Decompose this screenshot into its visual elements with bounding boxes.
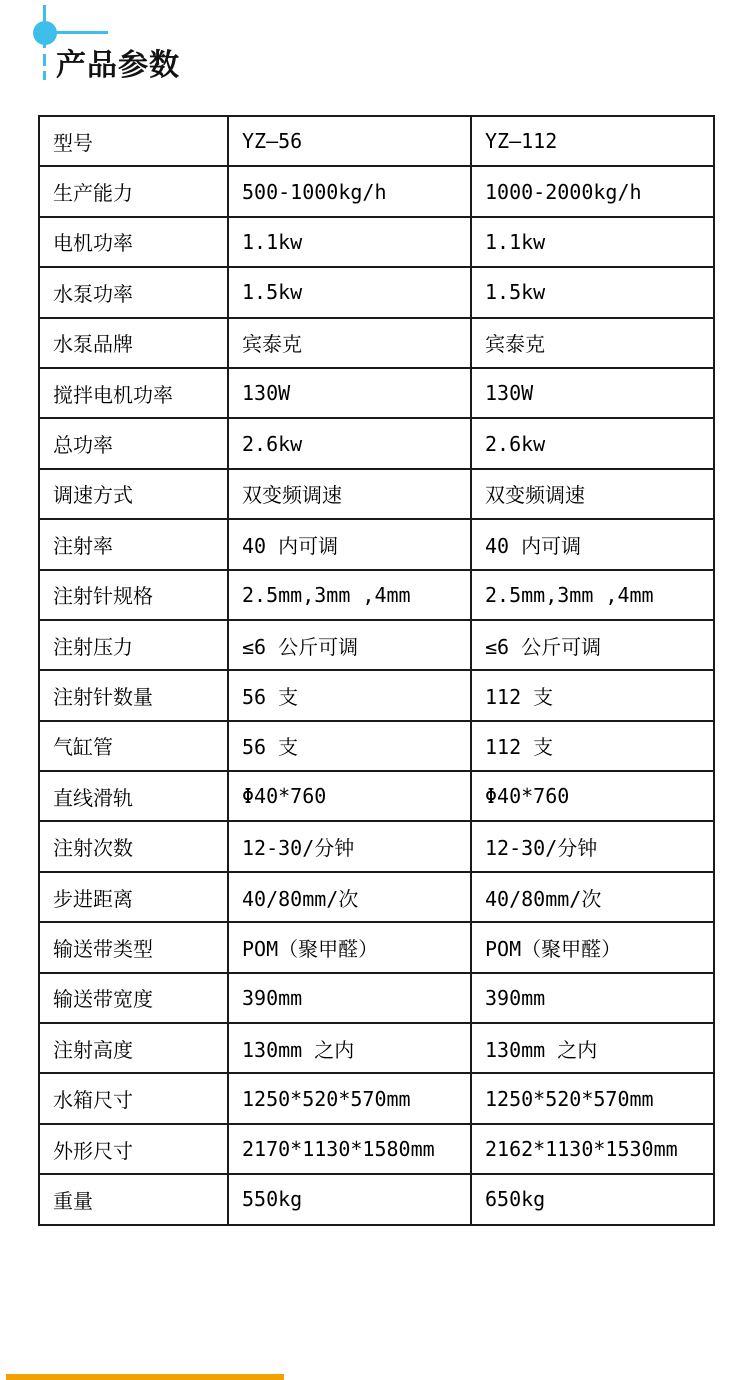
table-row [39, 872, 714, 922]
model-yz56-value-cell: 2170*1130*1580mm [228, 1124, 471, 1174]
model-yz56-value-cell: 2.5mm,3mm ,4mm [228, 570, 471, 620]
model-yz112-value-cell: Φ40*760 [471, 771, 714, 821]
param-label-cell: 注射率 [39, 519, 228, 569]
table-row [39, 771, 714, 821]
model-yz56-value-cell: 56 支 [228, 670, 471, 720]
model-yz112-value-cell: 390mm [471, 973, 714, 1023]
table-row [39, 721, 714, 771]
table-row [39, 1023, 714, 1073]
model-yz112-value-cell: 40 内可调 [471, 519, 714, 569]
model-yz56-value-cell: 12-30/分钟 [228, 821, 471, 871]
model-yz112-value-cell: YZ—112 [471, 116, 714, 166]
model-yz56-value-cell: YZ—56 [228, 116, 471, 166]
model-yz56-value-cell: 130W [228, 368, 471, 418]
section-title: 产品参数 [56, 49, 180, 82]
product-params-table [38, 115, 715, 1226]
model-yz56-value-cell: 550kg [228, 1174, 471, 1224]
model-yz112-value-cell: 2162*1130*1530mm [471, 1124, 714, 1174]
param-label-cell: 水泵品牌 [39, 318, 228, 368]
table-row [39, 267, 714, 317]
param-label-cell: 输送带类型 [39, 922, 228, 972]
param-label-cell: 水箱尺寸 [39, 1073, 228, 1123]
param-label-cell: 外形尺寸 [39, 1124, 228, 1174]
model-yz112-value-cell: 112 支 [471, 721, 714, 771]
model-yz112-value-cell: 1250*520*570mm [471, 1073, 714, 1123]
param-label-cell: 调速方式 [39, 469, 228, 519]
param-label-cell: 步进距离 [39, 872, 228, 922]
table-row [39, 116, 714, 166]
table-row [39, 670, 714, 720]
next-section-accent-bar [6, 1374, 284, 1380]
table-row [39, 469, 714, 519]
table-row [39, 570, 714, 620]
model-yz112-value-cell: 130mm 之内 [471, 1023, 714, 1073]
model-yz112-value-cell: 宾泰克 [471, 318, 714, 368]
model-yz56-value-cell: ≤6 公斤可调 [228, 620, 471, 670]
model-yz112-value-cell: 130W [471, 368, 714, 418]
param-label-cell: 电机功率 [39, 217, 228, 267]
model-yz112-value-cell: 12-30/分钟 [471, 821, 714, 871]
model-yz56-value-cell: 宾泰克 [228, 318, 471, 368]
model-yz56-value-cell: 40 内可调 [228, 519, 471, 569]
accent-dash [43, 71, 46, 80]
model-yz112-value-cell: POM（聚甲醛） [471, 922, 714, 972]
param-label-cell: 气缸管 [39, 721, 228, 771]
model-yz56-value-cell: 1.5kw [228, 267, 471, 317]
model-yz56-value-cell: 1250*520*570mm [228, 1073, 471, 1123]
param-label-cell: 总功率 [39, 418, 228, 468]
param-label-cell: 输送带宽度 [39, 973, 228, 1023]
table-row [39, 368, 714, 418]
model-yz112-value-cell: 双变频调速 [471, 469, 714, 519]
table-row [39, 519, 714, 569]
table-row [39, 166, 714, 216]
param-label-cell: 生产能力 [39, 166, 228, 216]
accent-dot-icon [33, 21, 57, 45]
accent-horizontal-line [55, 31, 108, 34]
table-row [39, 620, 714, 670]
table-row [39, 1073, 714, 1123]
param-label-cell: 注射针数量 [39, 670, 228, 720]
table-row [39, 418, 714, 468]
param-label-cell: 直线滑轨 [39, 771, 228, 821]
model-yz112-value-cell: 2.5mm,3mm ,4mm [471, 570, 714, 620]
model-yz56-value-cell: Φ40*760 [228, 771, 471, 821]
accent-dash [43, 54, 46, 66]
model-yz56-value-cell: 390mm [228, 973, 471, 1023]
model-yz56-value-cell: 40/80mm/次 [228, 872, 471, 922]
model-yz112-value-cell: ≤6 公斤可调 [471, 620, 714, 670]
model-yz112-value-cell: 650kg [471, 1174, 714, 1224]
model-yz112-value-cell: 1000-2000kg/h [471, 166, 714, 216]
param-label-cell: 注射次数 [39, 821, 228, 871]
table-row [39, 1124, 714, 1174]
model-yz56-value-cell: 1.1kw [228, 217, 471, 267]
table-row [39, 821, 714, 871]
table-row [39, 318, 714, 368]
param-label-cell: 注射高度 [39, 1023, 228, 1073]
model-yz56-value-cell: 500-1000kg/h [228, 166, 471, 216]
params-table-body [39, 116, 714, 1225]
model-yz56-value-cell: POM（聚甲醛） [228, 922, 471, 972]
model-yz56-value-cell: 2.6kw [228, 418, 471, 468]
model-yz112-value-cell: 1.5kw [471, 267, 714, 317]
model-yz56-value-cell: 双变频调速 [228, 469, 471, 519]
param-label-cell: 重量 [39, 1174, 228, 1224]
table-row [39, 217, 714, 267]
table-row [39, 1174, 714, 1224]
model-yz112-value-cell: 40/80mm/次 [471, 872, 714, 922]
model-yz112-value-cell: 112 支 [471, 670, 714, 720]
model-yz56-value-cell: 130mm 之内 [228, 1023, 471, 1073]
model-yz56-value-cell: 56 支 [228, 721, 471, 771]
param-label-cell: 型号 [39, 116, 228, 166]
param-label-cell: 注射针规格 [39, 570, 228, 620]
model-yz112-value-cell: 1.1kw [471, 217, 714, 267]
param-label-cell: 水泵功率 [39, 267, 228, 317]
param-label-cell: 注射压力 [39, 620, 228, 670]
param-label-cell: 搅拌电机功率 [39, 368, 228, 418]
model-yz112-value-cell: 2.6kw [471, 418, 714, 468]
table-row [39, 922, 714, 972]
table-row [39, 973, 714, 1023]
